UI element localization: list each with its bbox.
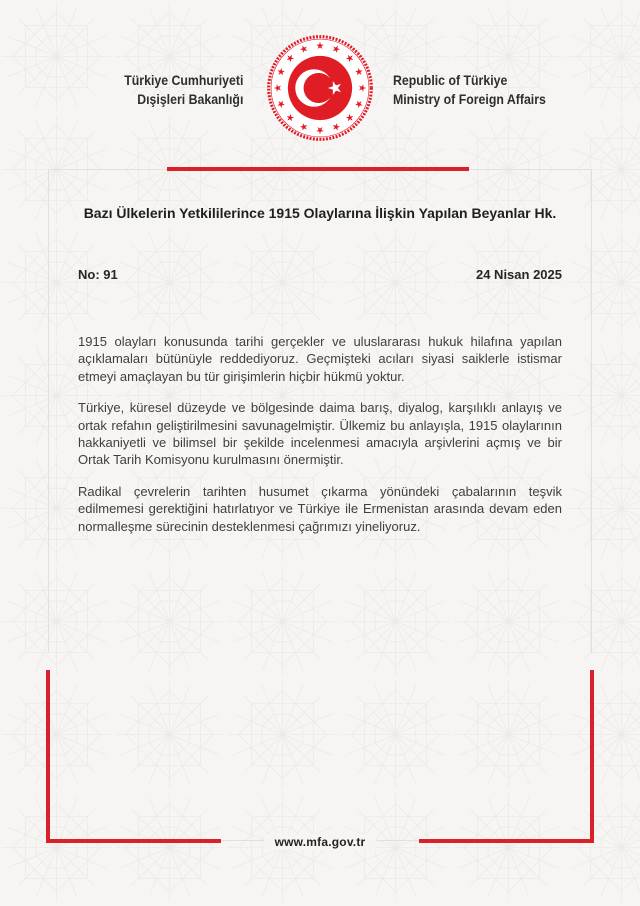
org-name-turkish-line2: Dışişleri Bakanlığı <box>136 91 243 107</box>
press-release-card <box>48 169 592 849</box>
card-border-right <box>591 169 592 653</box>
body-paragraph: Türkiye, küresel düzeyde ve bölgesinde daima barış, diyalog, karşılıklı anlayış ve ortak refahın geliştirilmesini savunagelmiştir. Ülkemiz bu anlayışla, 1915 olaylarının hakkaniyetli ve bilimsel bir şekilde incelenmesi amacıyla arşivlerini açmış ve bir Ortak Tarih Komisyonu kurulmasını önermiştir. <box>78 400 562 468</box>
mfa-emblem-logo <box>265 33 375 143</box>
org-name-english <box>393 71 546 109</box>
card-border-left <box>48 169 49 653</box>
org-name-turkish-line1: Türkiye Cumhuriyeti <box>123 72 243 88</box>
crescent-star-icon <box>288 56 352 120</box>
document-date: 24 Nisan 2025 <box>475 267 562 282</box>
document-body <box>78 333 562 535</box>
document-meta-row <box>78 267 562 282</box>
body-paragraph: Radikal çevrelerin tarihten husumet çıkarma yönündeki çabalarının teşvik edilmemesi gerektiğini hatırlatıyor ve Türkiye ile Ermenistan arasında devam eden normalleşme sürecinin desteklenmesi çağrımızı yineliyoruz. <box>78 483 562 534</box>
red-accent-right-line <box>590 670 594 843</box>
page-title: Bazı Ülkelerin Yetkililerince 1915 Olaylarına İlişkin Yapılan Beyanlar Hk. <box>83 205 557 221</box>
red-accent-left-line <box>46 670 50 843</box>
body-paragraph: 1915 olayları konusunda tarihi gerçekler ve uluslararası hukuk hilafına yapılan açıklamaları bütünüyle reddediyoruz. Geçmişteki acıları siyasi saiklerle istismar etmeyi amaçlayan bu tür girişimlerin hiçbir hükmü yoktur. <box>78 334 562 384</box>
red-accent-bottom-right-line <box>419 839 594 843</box>
org-name-english-line2: Ministry of Foreign Affairs <box>393 91 546 107</box>
org-name-english-line1: Republic of Türkiye <box>393 72 508 88</box>
document-number: No: 91 <box>78 267 118 282</box>
page-header <box>0 0 640 169</box>
red-accent-bottom-left-line <box>46 839 221 843</box>
org-name-turkish <box>124 71 243 109</box>
website-url: www.mfa.gov.tr <box>265 834 376 850</box>
